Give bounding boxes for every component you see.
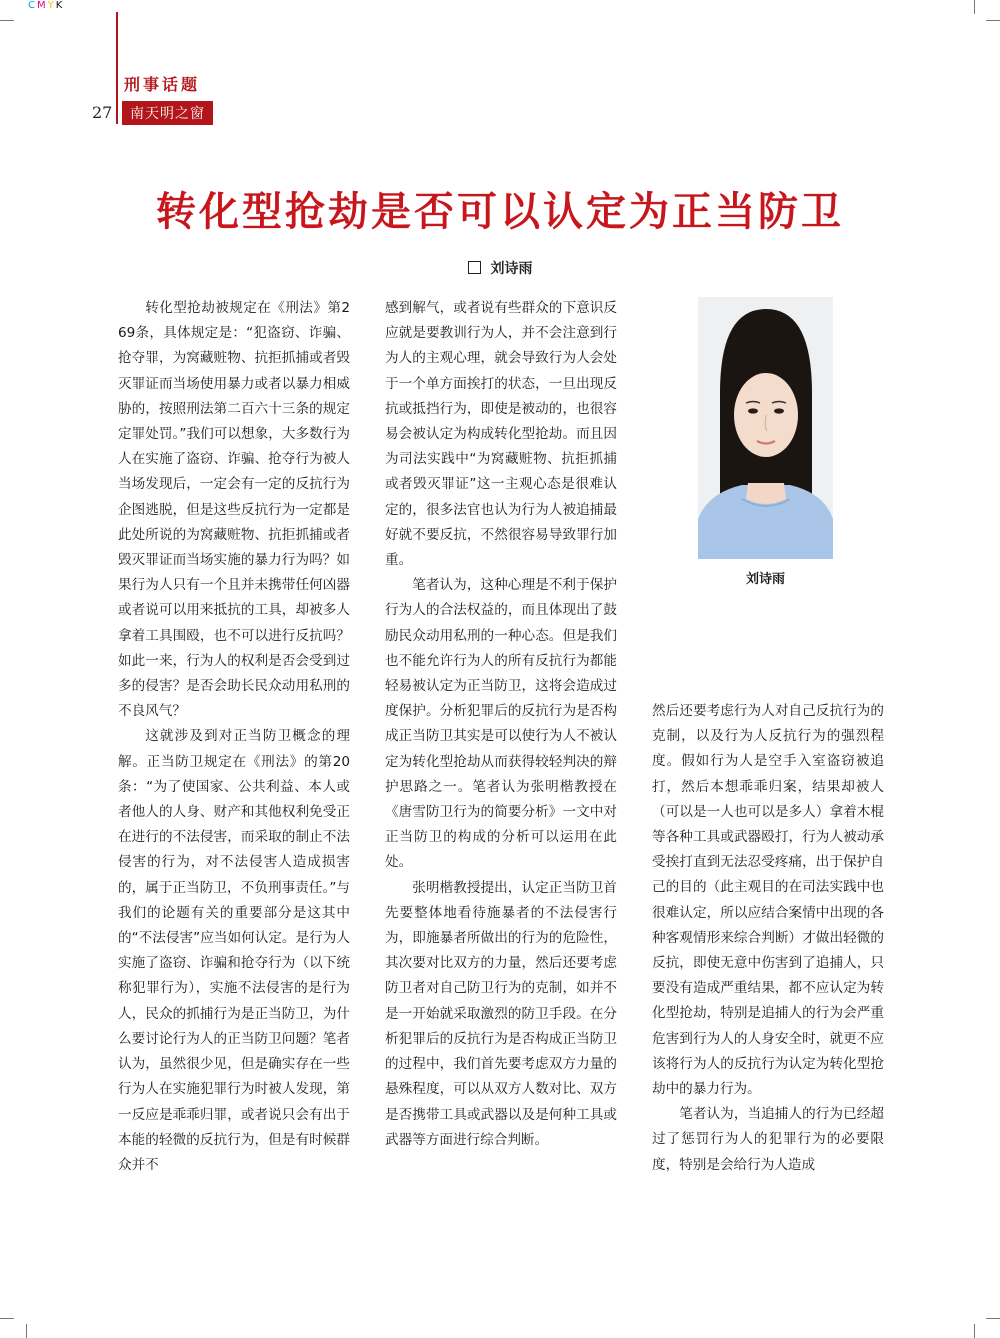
column-badge: 南天明之窗	[122, 101, 213, 125]
cmyk-c: C	[28, 0, 37, 11]
paragraph: 感到解气，或者说有些群众的下意识反应就是要教训行为人，并不会注意到行为人的主观心理，就会导致行为人会处于一个单方面挨打的状态，一旦出现反抗或抵挡行为，即使是被动的，也很容易会被认定为构成转化型抢劫。而且因为司法实践中“为窝藏赃物、抗拒抓捕或者毁灭罪证”这一主观心态是很难认定的，很多法官也认为行为人被追捕最好就不要反抗，不然很容易导致罪行加重。	[385, 300, 617, 569]
crop-mark-top-right-v	[974, 0, 975, 14]
crop-mark-bottom-left-v	[26, 1324, 27, 1338]
paragraph: 然后还要考虑行为人对自己反抗行为的克制，以及行为人反抗行为的强烈程度。假如行为人是空手入室盗窃被追打，然后本想乖乖归案，结果却被人（可以是一人也可以是多人）拿着木棍等各种工具或武器殴打，行为人被动承受挨打直到无法忍受疼痛，出于保护自己的目的（此主观目的在司法实践中也很难认定，所以应结合案情中出现的各种客观情形来综合判断）才做出轻微的反抗，即使无意中伤害到了追捕人，只要没有造成严重结果，都不应认定为转化型抢劫，特别是追捕人的行为会严重危害到行为人的人身安全时，就更不应该将行为人的反抗行为认定为转化型抢劫中的暴力行为。	[652, 703, 884, 1098]
byline	[0, 258, 1000, 278]
article-column-3	[652, 699, 884, 1178]
crop-mark-bottom-right-v	[974, 1324, 975, 1338]
paragraph: 笔者认为，这种心理是不利于保护行为人的合法权益的，而且体现出了鼓励民众动用私刑的一种心态。但是我们也不能允许行为人的所有反抗行为都能轻易被认定为正当防卫，这将会造成过度保护。分析犯罪后的反抗行为是否构成正当防卫其实是可以使行为人不被认定为转化型抢劫从而获得较轻判决的辩护思路之一。笔者认为张明楷教授在《唐雪防卫行为的简要分析》一文中对正当防卫的构成的分析可以运用在此处。	[385, 577, 617, 871]
photo-caption: 刘诗雨	[745, 572, 785, 587]
paragraph: 笔者认为，当追捕人的行为已经超过了惩罚行为人的犯罪行为的必要限度，特别是会给行为人造成	[652, 1106, 884, 1173]
cmyk-print-marks	[28, 0, 64, 11]
section-label: 刑事话题	[124, 75, 201, 94]
cmyk-m: M	[36, 0, 48, 11]
crop-mark-bottom-right-h	[986, 1318, 1000, 1319]
paragraph: 张明楷教授提出，认定正当防卫首先要整体地看待施暴者的不法侵害行为，即施暴者所做出的行为的危险性，其次要对比双方的力量，然后还要考虑防卫者对自己防卫行为的克制，如并不是一开始就采取激烈的防卫手段。在分析犯罪后的反抗行为是否构成正当防卫的过程中，我们首先要考虑双方力量的悬殊程度，可以从双方人数对比、双方是否携带工具或武器以及是何种工具或武器等方面进行综合判断。	[385, 879, 617, 1148]
article-column-1	[118, 296, 350, 1178]
article-column-2	[385, 296, 617, 1153]
crop-mark-bottom-left-h	[0, 1318, 14, 1319]
author-photo	[698, 297, 833, 559]
cmyk-y: Y	[47, 0, 56, 11]
paragraph: 转化型抢劫被规定在《刑法》第269条，具体规定是：“犯盗窃、诈骗、抢夺罪，为窝藏赃物、抗拒抓捕或者毁灭罪证而当场使用暴力或者以暴力相威胁的，按照刑法第二百六十三条的规定定罪处罚。”我们可以想象，大多数行为人在实施了盗窃、诈骗、抢夺行为被人当场发现后，一定会有一定的反抗行为企图逃脱，但是这些反抗行为一定都是此处所说的为窝藏赃物、抗拒抓捕或者毁灭罪证而当场实施的暴力行为吗？如果行为人只有一个且并未携带任何凶器或者说可以用来抵抗的工具，却被多人拿着工具围殴，也不可以进行反抗吗？如此一来，行为人的权利是否会受到过多的侵害？是否会助长民众动用私刑的不良风气？	[118, 300, 350, 720]
author-name: 刘诗雨	[490, 261, 533, 277]
crop-mark-top-left-h	[0, 20, 14, 21]
page-number: 27	[92, 103, 113, 122]
portrait-illustration	[698, 297, 833, 559]
crop-mark-top-right-h	[986, 20, 1000, 21]
paragraph: 这就涉及到对正当防卫概念的理解。正当防卫规定在《刑法》的第20条：“为了使国家、公共利益、本人或者他人的人身、财产和其他权利免受正在进行的不法侵害，而采取的制止不法侵害的行为，对不法侵害人造成损害的，属于正当防卫，不负刑事责任。”与我们的论题有关的重要部分是这其中的“不法侵害”应当如何认定。是行为人实施了盗窃、诈骗和抢夺行为（以下统称犯罪行为），实施不法侵害的是行为人，民众的抓捕行为是正当防卫，为什么要讨论行为人的正当防卫问题？笔者认为，虽然很少见，但是确实存在一些行为人在实施犯罪行为时被人发现，第一反应是乖乖归罪，或者说只会有出于本能的轻微的反抗行为，但是有时候群众并不	[118, 728, 350, 1173]
header-vertical-rule	[116, 12, 118, 124]
byline-box-icon	[468, 261, 481, 274]
cmyk-k: K	[55, 0, 65, 11]
article-title: 转化型抢劫是否可以认定为正当防卫	[156, 189, 844, 235]
